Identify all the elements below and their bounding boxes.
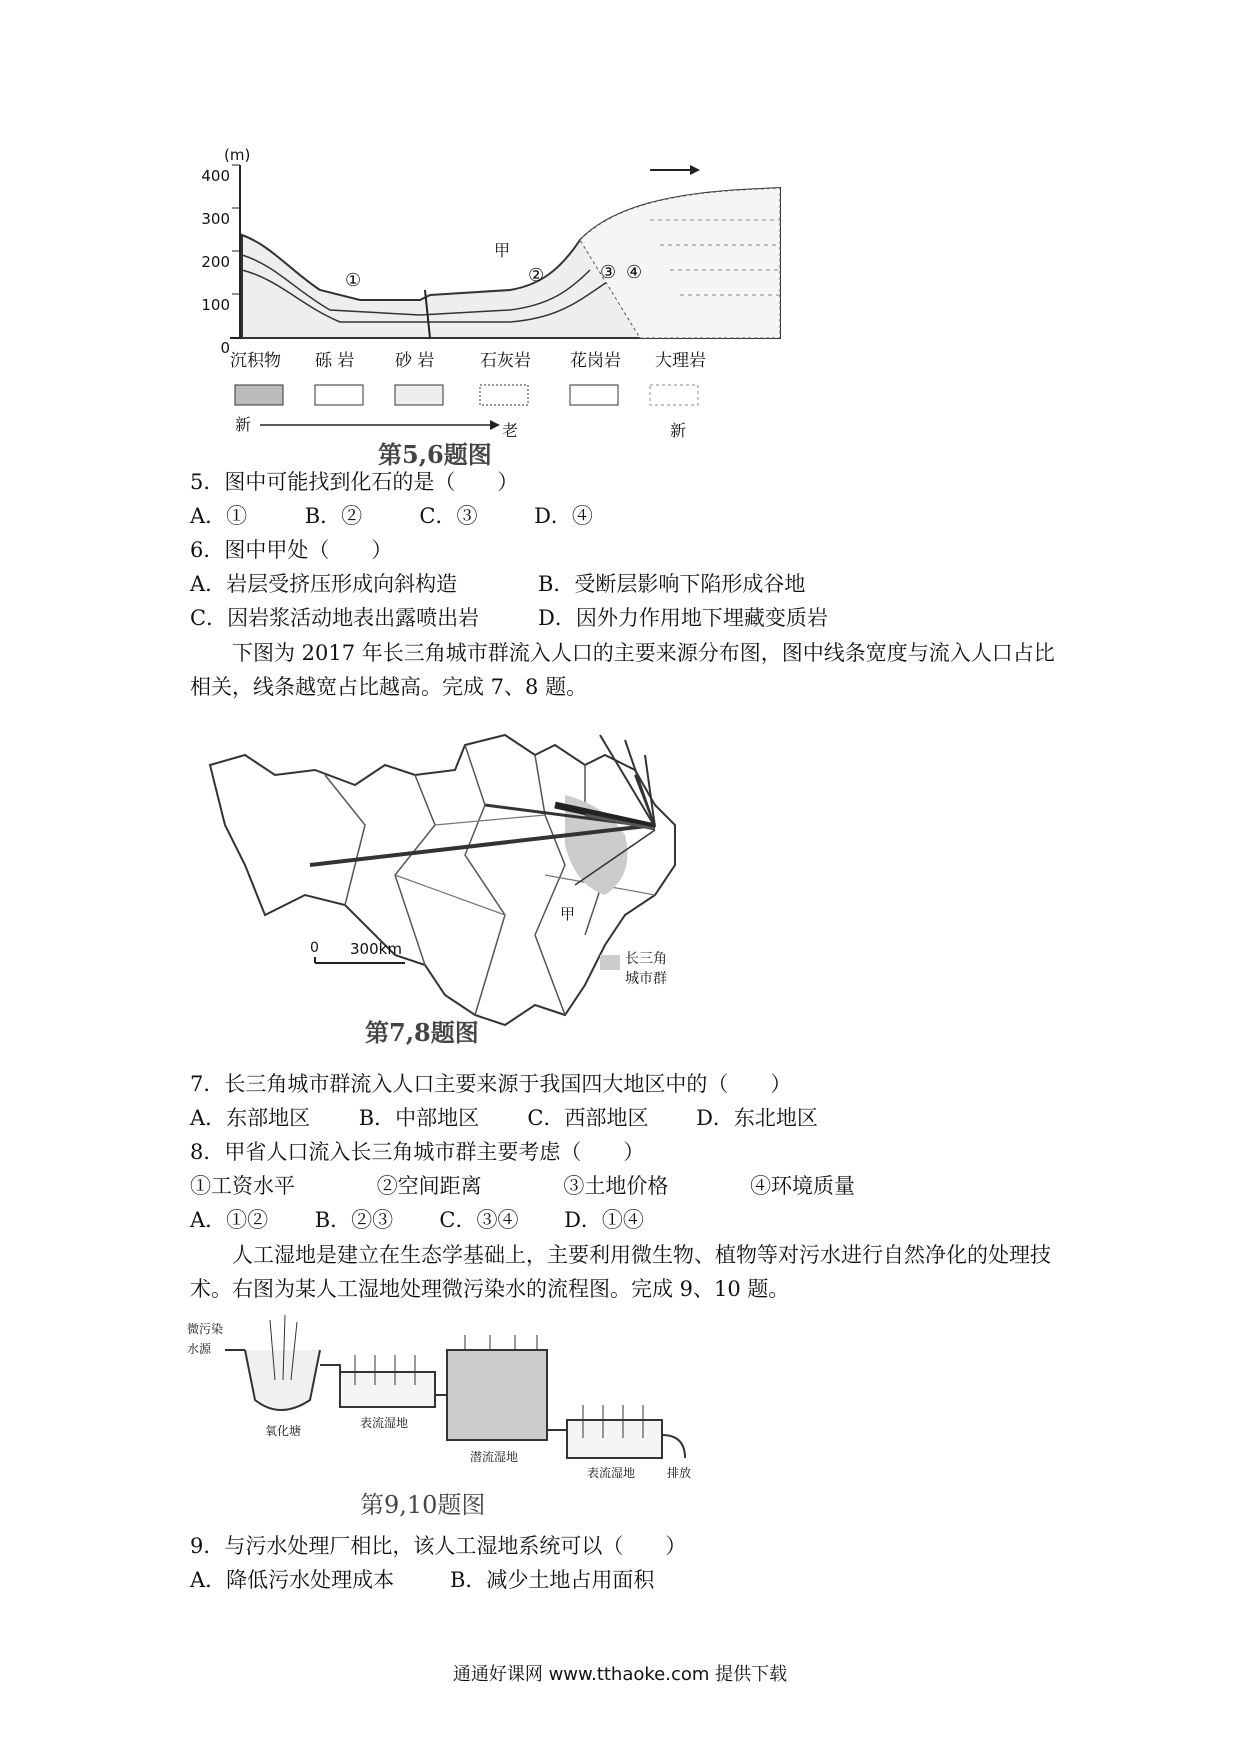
y-tick-0: 0 [220,339,230,357]
point-2: ② [528,265,545,286]
outlet-label: 排放 [667,1466,692,1480]
y-tick-100: 100 [201,296,230,314]
point-1: ① [345,270,362,291]
q6-option-a[interactable]: A．岩层受挤压形成向斜构造 [190,572,458,596]
stage2-label: 潜流湿地 [470,1450,519,1464]
age-right: 新 [670,421,687,440]
jia-province-label: 甲 [560,905,576,923]
figure-caption-56: 第5,6题图 [378,440,492,469]
q6-option-d[interactable]: D．因外力作用地下埋藏变质岩 [538,606,828,630]
wetland-flow-figure [185,1310,785,1519]
age-left: 新 [235,415,252,434]
question-7-stem: 7．长三角城市群流入人口主要来源于我国四大地区中的（ ） [190,1072,792,1096]
point-3: ③ [600,262,617,283]
legend-yrd-1: 长三角 [625,951,667,967]
q5-option-a[interactable]: A．① [190,504,248,528]
scale-zero: 0 [310,940,319,956]
cross-section-figure [180,146,800,470]
scale-label: 300km [350,940,402,958]
q7-option-d[interactable]: D．东北地区 [696,1106,818,1130]
q8-option-c[interactable]: C．③④ [439,1208,519,1232]
jia-label: 甲 [494,241,511,260]
q9-option-b[interactable]: B．减少土地占用面积 [450,1568,655,1592]
figure-caption-910: 第9,10题图 [360,1491,486,1519]
q7-option-c[interactable]: C．西部地区 [527,1106,649,1130]
intro-910: 人工湿地是建立在生态学基础上，主要利用微生物、植物等对污水进行自然净化的处理技术。右图为某人工湿地处理微污染水的流程图。完成 9、10 题。 [190,1243,1051,1301]
q8-factor-2: ②空间距离 [376,1174,482,1198]
page-footer: 通通好课网 www.tthaoke.com 提供下载 [452,1664,788,1685]
q8-factor-4: ④环境质量 [750,1174,856,1198]
q7-option-a[interactable]: A．东部地区 [190,1106,311,1130]
point-4: ④ [626,262,643,283]
pond-label: 氧化塘 [265,1424,302,1438]
y-tick-300: 300 [201,210,230,228]
stage3-label: 表流湿地 [587,1466,636,1480]
figure-caption-78: 第7,8题图 [365,1018,479,1047]
q8-option-b[interactable]: B．②③ [314,1208,394,1232]
legend-granite: 花岗岩 [570,351,621,371]
question-5-options [190,502,642,530]
q5-option-c[interactable]: C．③ [419,504,478,528]
inlet-label-2: 水源 [187,1342,212,1356]
question-8-options [190,1206,654,1234]
q8-option-d[interactable]: D．①④ [564,1208,644,1232]
q5-option-d[interactable]: D．④ [534,504,593,528]
legend-marble: 大理岩 [655,351,706,371]
age-mid: 老 [502,421,519,440]
y-unit-label: (m) [224,146,251,164]
y-tick-400: 400 [201,167,230,185]
y-tick-labels [180,155,230,370]
q7-option-b[interactable]: B．中部地区 [358,1106,480,1130]
intro-78: 下图为 2017 年长三角城市群流入人口的主要来源分布图，图中线条宽度与流入人口占比相关，线条越宽占比越高。完成 7、8 题。 [190,641,1055,699]
question-9-stem: 9．与污水处理厂相比，该人工湿地系统可以（ ） [190,1534,687,1558]
legend-sandstone: 砂 岩 [395,351,435,371]
y-tick-200: 200 [201,253,230,271]
question-8-factors [190,1172,900,1200]
legend-yrd-2: 城市群 [625,971,667,987]
question-8-stem: 8．甲省人口流入长三角城市群主要考虑（ ） [190,1140,645,1164]
q6-option-b[interactable]: B．受断层影响下陷形成谷地 [538,572,806,596]
legend-conglomerate: 砾 岩 [315,351,355,371]
q5-option-b[interactable]: B．② [304,504,363,528]
q9-option-a[interactable]: A．降低污水处理成本 [190,1568,395,1592]
stage1-label: 表流湿地 [360,1416,409,1430]
question-5-stem: 5．图中可能找到化石的是（ ） [190,470,519,494]
q8-option-a[interactable]: A．①② [190,1208,269,1232]
question-7-options [190,1104,826,1132]
migration-map-figure [205,715,765,1060]
legend-limestone: 石灰岩 [480,351,531,371]
q8-factor-3: ③土地价格 [563,1174,669,1198]
question-6-stem: 6．图中甲处（ ） [190,538,393,562]
q8-factor-1: ①工资水平 [190,1174,295,1198]
q6-option-c[interactable]: C．因岩浆活动地表出露喷出岩 [190,606,480,630]
legend-sediment: 沉积物 [230,351,281,371]
inlet-label-1: 微污染 [187,1322,224,1336]
